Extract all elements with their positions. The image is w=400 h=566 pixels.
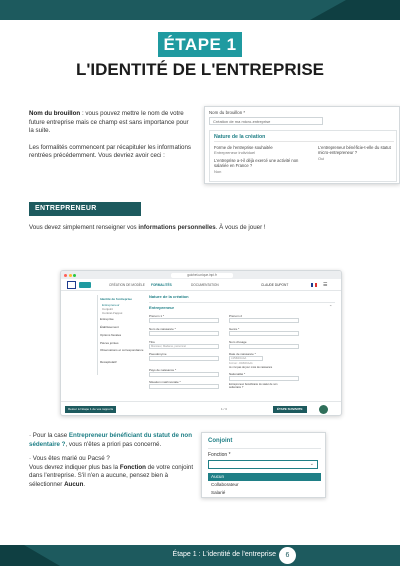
option-collaborateur[interactable]: Collaborateur [211, 482, 239, 487]
entrepreneur-text-bold: informations personnelles [138, 224, 216, 231]
main-section-title: Nature de la création [149, 294, 189, 299]
entrepreneur-banner: ENTREPRENEUR [29, 202, 141, 216]
entrepreneur-text-pre: Vous devez simplement renseigner vos [29, 224, 139, 231]
page-title: L'IDENTITÉ DE L'ENTREPRISE [76, 60, 324, 79]
form-screenshot [60, 270, 342, 416]
b1-pre: · Pour la case [29, 432, 69, 439]
minimize-dot-icon[interactable] [69, 274, 72, 277]
input-date-naissance[interactable]: JJ/MM/AAAA [229, 356, 263, 361]
browser-titlebar [61, 271, 342, 279]
label-nationalite: Nationalité * [229, 372, 246, 376]
fonction-label: Fonction * [208, 452, 231, 458]
collapse-chevron-icon[interactable]: ⌃ [329, 304, 333, 309]
label-situation: Situation matrimoniale * [149, 380, 181, 384]
nav-item-models[interactable]: CRÉATION DE MODÈLE [109, 283, 145, 287]
inpi-logo-icon [79, 282, 91, 288]
divider [149, 302, 335, 303]
sidebar-item-etablissement[interactable]: Établissement [100, 325, 119, 329]
creation-nature-title: Nature de la création [214, 134, 266, 140]
back-button[interactable]: Retour à l'étape 1 de vos rapports [65, 406, 116, 413]
conjoint-screenshot [201, 432, 326, 498]
a-micro: Oui [318, 156, 325, 161]
user-name[interactable]: CLAUDE DUPONT [261, 283, 289, 287]
menu-icon[interactable]: ☰ [323, 282, 328, 288]
pager: 1 / 3 [221, 407, 227, 411]
entrepreneur-text-post: . À vous de jouer ! [215, 224, 266, 231]
checkbox-non-sedentaire[interactable]: Entrepreneur bénéficiaire du statut de non sédentaire ? [229, 383, 278, 389]
close-dot-icon[interactable] [64, 274, 67, 277]
label-pseudonyme: Pseudonyme [149, 352, 167, 356]
next-step-button[interactable]: ÉTAPE SUIVANTE [273, 406, 307, 413]
input-pseudonyme[interactable] [149, 356, 219, 361]
sidebar-item-contrat[interactable]: Contrat d'appui [102, 311, 123, 315]
label-nom-naissance: Nom de naissance * [149, 327, 176, 331]
bullet-conjoint [29, 455, 199, 489]
label-pays: Pays de naissance * [149, 368, 177, 372]
page-number: 6 [279, 547, 296, 564]
bullet-non-sedentaire [29, 432, 199, 449]
q-prior-activity: L'entreprise a-t-il déjà exercé une activité non salariée en France ? [214, 158, 299, 168]
select-genre[interactable] [229, 331, 299, 336]
label-prenom2: Prénom 2 [229, 314, 243, 318]
maximize-dot-icon[interactable] [73, 274, 76, 277]
b2-bold-fonction: Fonction [119, 463, 146, 471]
b2-line3: de votre conjoint dans l'entreprise. S'il n'en a aucune, pensez bien à sélectionner [29, 463, 194, 488]
footer-title: Étape 1 : L'identité de l'entreprise [172, 551, 276, 558]
input-prenom1[interactable] [149, 318, 219, 323]
label-nom-usage: Nom d'usage [229, 340, 247, 344]
creation-nature-card [209, 130, 397, 182]
intro-text [29, 110, 194, 169]
stepper-sidebar [95, 295, 145, 391]
step-badge: ÉTAPE 1 [158, 32, 242, 57]
q-micro: L'entrepreneur bénéficie-t-elle du statut micro-entrepreneur ? [318, 145, 391, 155]
intro-paragraph-2: Les formalités commencent par récapituler les informations rentrées précédemment. Vous devriez avoir ceci : [29, 143, 191, 160]
b1-post: , vous n'êtes a priori pas concerné. [65, 440, 162, 448]
chevron-down-icon[interactable]: ⌄ [309, 461, 314, 467]
select-titre[interactable]: Monsieur, Madame, personnel [149, 344, 219, 349]
option-aucun[interactable]: Aucun [208, 473, 321, 481]
sidebar-item-entrepreneur[interactable]: Entrepreneur [102, 303, 120, 307]
option-salarie[interactable]: Salarié [211, 490, 226, 495]
bullet-notes [29, 432, 199, 496]
form-main [149, 294, 337, 392]
divider [214, 141, 394, 142]
b2-bold-aucun: Aucun [64, 480, 84, 488]
entrepreneur-text [29, 224, 371, 231]
seal-icon [319, 405, 328, 414]
address-bar[interactable]: guichet-unique.inpi.fr [171, 273, 233, 278]
a-form: Entrepreneur individuel [214, 150, 256, 155]
sidebar-item-identite[interactable]: Identité de l'entreprise [100, 297, 132, 301]
b2-line2: Vous devrez indiquer plus bas la [29, 463, 120, 471]
label-prenom1: Prénom 1 * [149, 314, 165, 318]
stepper-line [97, 295, 98, 375]
label-titre: Titre [149, 340, 155, 344]
sidebar-item-pieces[interactable]: Pièces jointes [100, 341, 119, 345]
input-prenom2[interactable] [229, 318, 299, 323]
b2-end: . [83, 480, 86, 488]
subsection-title: Entrepreneur [149, 305, 175, 310]
date-hint: Format : JJ/MM/AAAA [229, 362, 253, 365]
nav-item-documentation[interactable]: DOCUMENTATION [191, 283, 219, 287]
app-header [61, 279, 342, 291]
q-form: Forme de l'entreprise souhaitée [214, 145, 273, 150]
b2-line1: · Vous êtes marié ou Pacsé ? [29, 455, 110, 463]
sidebar-item-observations[interactable]: Observations et correspondance [100, 348, 144, 352]
logo-icon [67, 281, 76, 289]
sidebar-item-entreprise[interactable]: Entreprise [100, 317, 114, 321]
summary-screenshot [204, 106, 400, 184]
form-footer [61, 401, 342, 416]
a-prior-activity: Non [214, 169, 222, 174]
sidebar-item-recap[interactable]: Récapitulatif [100, 360, 117, 364]
input-nom-naissance[interactable] [149, 331, 219, 336]
input-nom-usage[interactable] [229, 344, 299, 349]
sidebar-item-options[interactable]: Options fiscales [100, 333, 122, 337]
label-genre: Genre * [229, 327, 240, 331]
b1-accent: Entrepreneur bénéficiant du statut de non sédentaire ? [29, 432, 192, 448]
draft-name-label: Nom du brouillon * [209, 110, 246, 115]
fonction-select[interactable] [208, 460, 318, 469]
select-pays[interactable] [149, 372, 219, 377]
draft-name-field[interactable]: Création de ma micro-entreprise [209, 117, 323, 125]
flag-fr-icon[interactable] [311, 283, 317, 287]
intro-rest: : vous pouvez mettre le nom de votre future entreprise mais ce champ est sans importance pour la suite. [29, 110, 189, 135]
intro-paragraph-1 [29, 110, 194, 136]
select-nationalite[interactable] [229, 376, 299, 381]
divider [208, 448, 321, 449]
select-situation[interactable] [149, 384, 219, 389]
sidebar-item-conjoint[interactable]: Conjoint [102, 307, 114, 311]
nav-item-formalities[interactable]: FORMALITÉS [151, 283, 172, 287]
checkbox-no-day[interactable]: Je n'ai pas de jour mois de naissance [229, 366, 273, 369]
label-date-naissance: Date de naissance * [229, 352, 256, 356]
intro-bold: Nom du brouillon [29, 110, 81, 117]
conjoint-title: Conjoint [208, 438, 233, 444]
